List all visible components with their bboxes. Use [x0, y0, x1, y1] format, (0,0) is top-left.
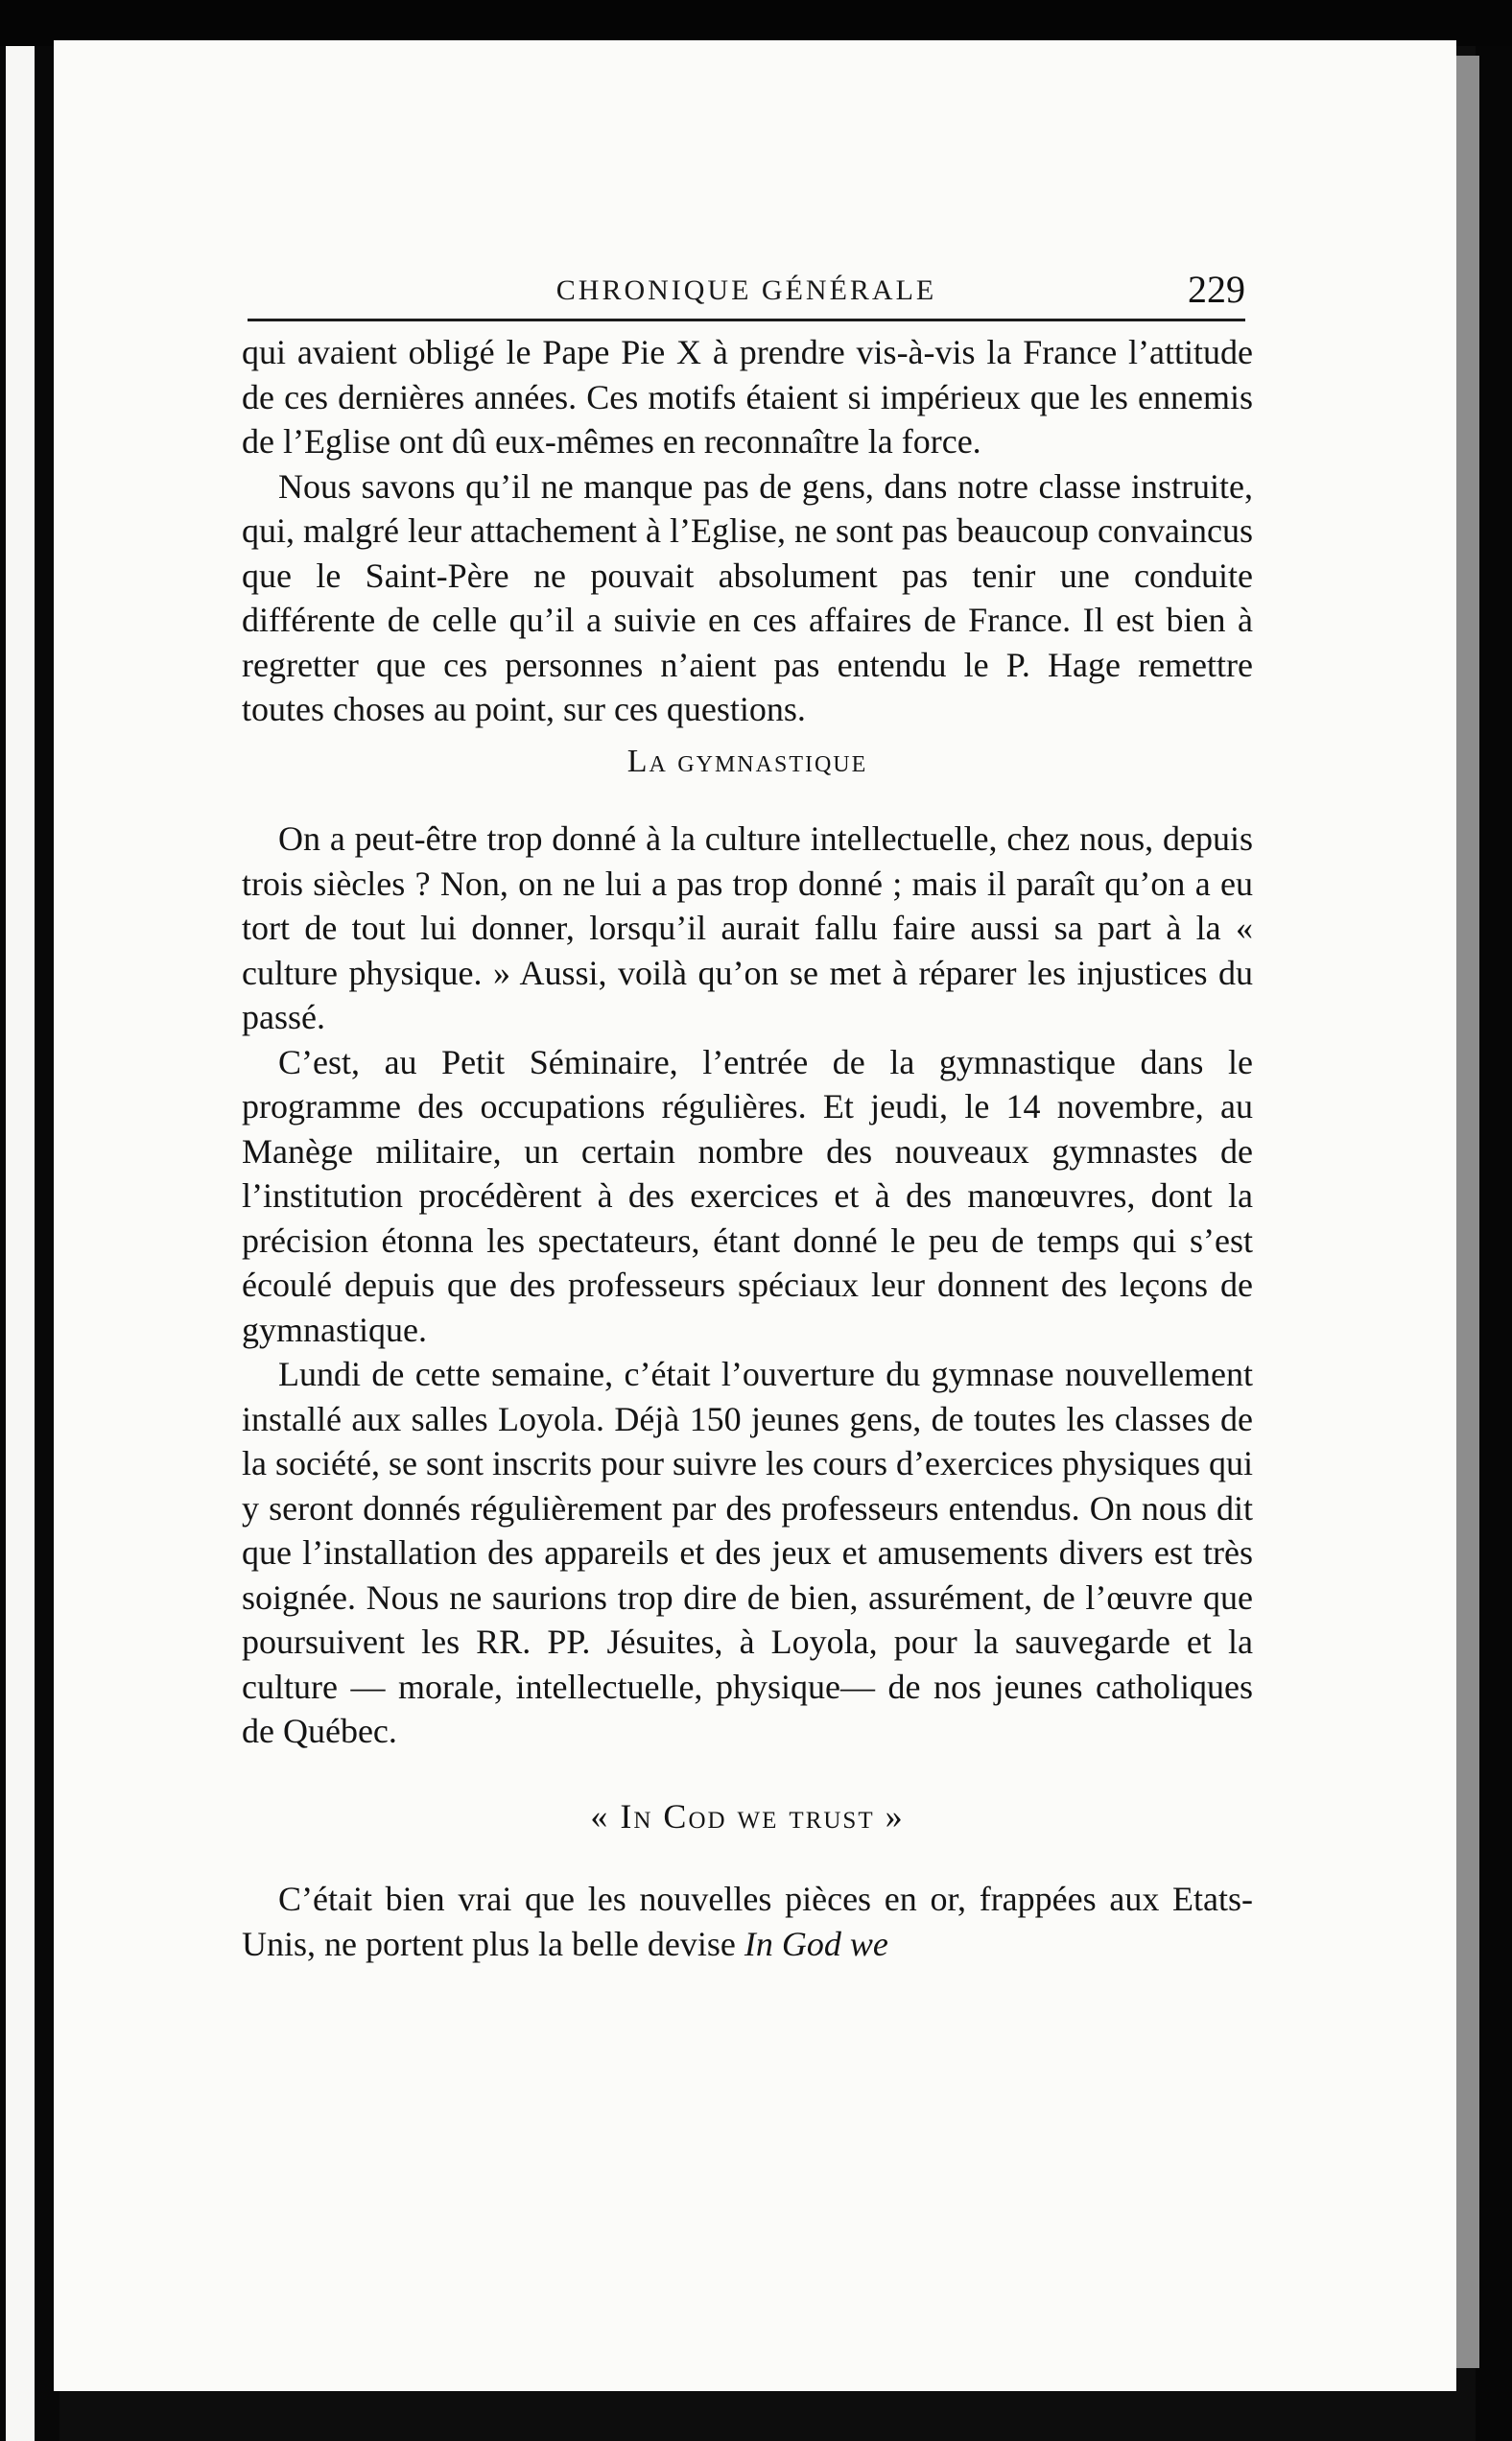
- section-heading-gymnastique: La gymnastique: [626, 743, 868, 779]
- paragraph-6-text: C’était bien vrai que les nouvelles pièces en or, frappées aux Etats-Unis, ne portent plus la belle devise: [242, 1880, 1253, 1963]
- header-rule: [248, 319, 1245, 321]
- section-heading-in-god-we-trust: « In Cod we trust »: [590, 1796, 905, 1836]
- running-head: [248, 261, 1245, 319]
- paragraph-2: Nous savons qu’il ne manque pas de gens, dans notre classe instruite, qui, malgré leur attachement à l’Eglise, ne sont pas beaucoup convaincus que le Saint-Père ne pouvait absolument pas tenir une conduite différente de celle qu’il a suivie en ces affaires de France. Il est bien à regretter que ces personnes n’aient pas entendu le P. Hage remettre toutes choses au point, sur ces questions.: [242, 466, 1253, 728]
- paragraph-6-italic: In God we: [744, 1924, 888, 1963]
- paragraph-3: On a peut-être trop donné à la culture intellectuelle, chez nous, depuis trois siècles ? Non, on ne lui a pas trop donné ; mais il paraît qu’on a eu tort de tout lui donner, lorsqu’il aurait fallu faire aussi sa part à la « culture physique. » Aussi, voilà qu’on se met à réparer les injustices du passé.: [242, 819, 1253, 1036]
- text-body: [242, 330, 1253, 1966]
- book-page: [54, 40, 1456, 2391]
- adjacent-page-strip: [6, 29, 35, 2441]
- scan-top-border: [0, 0, 1512, 46]
- page-number: 229: [1188, 268, 1245, 311]
- paragraph-4: C’est, au Petit Séminaire, l’entrée de la gymnastique dans le programme des occupations régulières. Et jeudi, le 14 novembre, au Manège militaire, un certain nombre des nouveaux gymnastes de l’institution procédèrent à des exercices et à des manœuvres, dont la précision étonna les spectateurs, étant donné le peu de temps qui s’est écoulé depuis que des professeurs spéciaux leur donnent des leçons de gymnastique.: [242, 1042, 1253, 1349]
- paragraph-5: Lundi de cette semaine, c’était l’ouverture du gymnase nouvellement installé aux salles Loyola. Déjà 150 jeunes gens, de toutes les classes de la société, se sont inscrits pour suivre les cours d’exercices physiques qui y seront donnés régulièrement par des professeurs entendus. On nous dit que l’installation des appareils et des jeux et amusements divers est très soignée. Nous ne saurions trop dire de bien, assurément, de l’œuvre que poursuivent les RR. PP. Jésuites, à Loyola, pour la sauvegarde et la culture — morale, intellectuelle, physique— de nos jeunes catholiques de Québec.: [242, 1355, 1253, 1750]
- running-title: CHRONIQUE GÉNÉRALE: [555, 274, 937, 306]
- scan-right-border: [1476, 0, 1512, 2441]
- paragraph-1: qui avaient obligé le Pape Pie X à prendre vis-à-vis la France l’attitude de ces dernières années. Ces motifs étaient si impérieux que les ennemis de l’Eglise ont dû eux-mêmes en reconnaître la force.: [242, 333, 1253, 461]
- paragraph-6: [242, 1877, 1253, 1966]
